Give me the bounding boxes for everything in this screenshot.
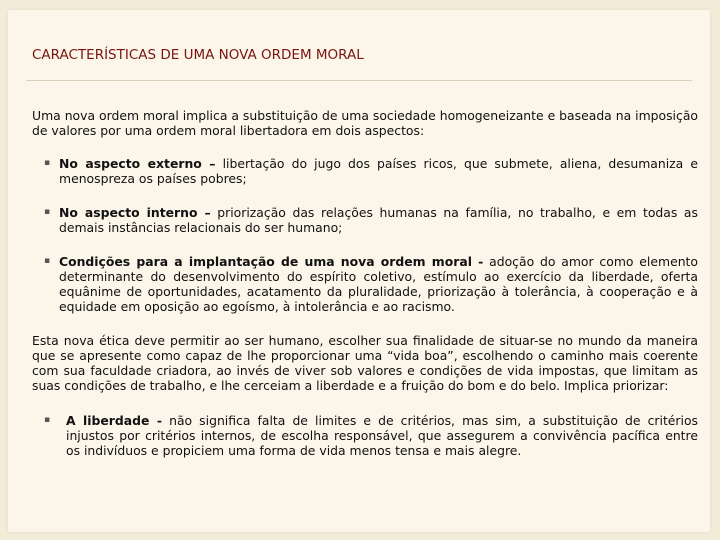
list-item-freedom bbox=[32, 413, 698, 458]
list-item-internal bbox=[32, 205, 698, 235]
slide-body bbox=[32, 108, 698, 458]
slide-title: CARACTERÍSTICAS DE UMA NOVA ORDEM MORAL bbox=[32, 47, 364, 63]
bullet-lead: No aspecto externo – bbox=[59, 156, 216, 171]
bullet-text: priorização das relações humanas na família, no trabalho, e em todas as demais instâncias relacionais do ser humano; bbox=[59, 205, 698, 235]
bullet-lead: Condições para a implantação de uma nova ordem moral - bbox=[59, 254, 484, 269]
bullet-lead: No aspecto interno – bbox=[59, 205, 211, 220]
list-item-external bbox=[32, 156, 698, 186]
bullet-icon: ▪ bbox=[44, 207, 51, 217]
bullet-text: libertação do jugo dos países ricos, que submete, aliena, desumaniza e menospreza os países pobres; bbox=[59, 156, 698, 186]
list-item-conditions bbox=[32, 254, 698, 314]
bullet-lead: A liberdade - bbox=[66, 413, 163, 428]
bullet-text: adoção do amor como elemento determinante do desenvolvimento do espírito coletivo, estímulo ao exercício da liberdade, oferta equânime de oportunidades, acatamento da pluralidade, priorização à tolerância, à cooperação e à equidade em oposição ao egoísmo, à intolerância e ao racismo. bbox=[59, 254, 698, 314]
bullet-icon: ▪ bbox=[44, 256, 51, 266]
bullet-icon: ▪ bbox=[44, 158, 51, 168]
aspects-list bbox=[32, 156, 698, 314]
bullet-icon: ▪ bbox=[44, 415, 51, 425]
intro-paragraph: Uma nova ordem moral implica a substituição de uma sociedade homogeneizante e baseada na imposição de valores por uma ordem moral libertadora em dois aspectos: bbox=[32, 108, 698, 138]
ethics-paragraph: Esta nova ética deve permitir ao ser humano, escolher sua finalidade de situar-se no mundo da maneira que se apresente como capaz de lhe proporcionar uma “vida boa”, escolhendo o caminho mais coerente com sua faculdade criadora, ao invés de viver sob valores e condições de vida impostas, que limitam as suas condições de trabalho, e lhe cerceiam a liberdade e a fruição do bom e do belo. Implica priorizar: bbox=[32, 333, 698, 393]
title-divider bbox=[26, 80, 692, 81]
bullet-text: não significa falta de limites e de critérios, mas sim, a substituição de critérios injustos por critérios internos, de escolha responsável, que assegurem a convivência pacífica entre os indivíduos e propiciem uma forma de vida menos tensa e mais alegre. bbox=[66, 413, 699, 458]
